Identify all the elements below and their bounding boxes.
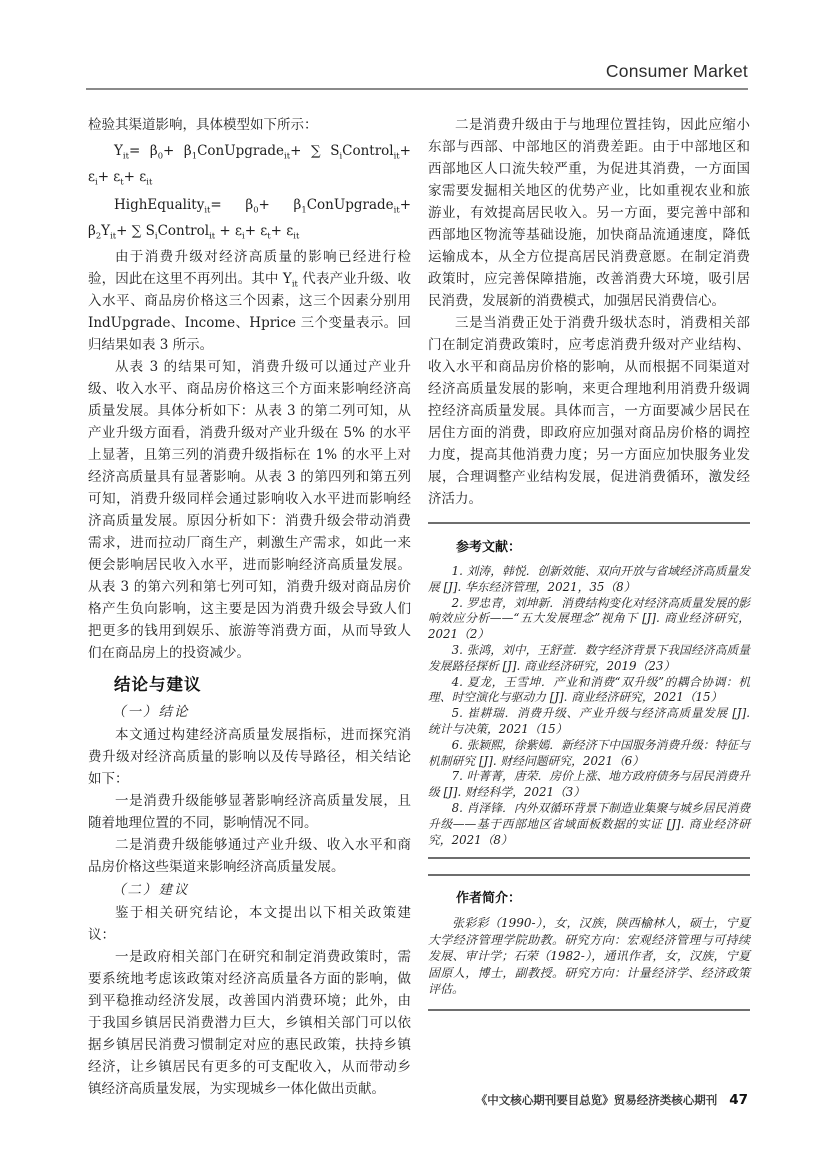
reference-item: 1. 刘涛，韩悦．创新效能、双向开放与省域经济高质量发展 [J]. 华东经济管理，2021，35（8） xyxy=(428,564,750,594)
formula-baseline-model: $Y_{it}= \beta_0+$ $\beta_1ConUpgrade_{it}+$ ∑ $S_iControl_{it}+ \varepsilon_i+ \varepsilon_t+ \varepsilon_{it}$ xyxy=(88,143,411,187)
reference-item: 5. 崔耕瑞．消费升级、产业升级与经济高质量发展 [J]. 统计与决策，2021（15） xyxy=(428,706,750,736)
reference-item: 2. 罗忠青，刘坤新．消费结构变化对经济高质量发展的影响效应分析——“五大发展理念”视角下 [J]. 商业经济研究，2021（2） xyxy=(428,595,750,642)
references-list xyxy=(428,564,750,848)
references-heading: 参考文献： xyxy=(456,540,522,555)
references-bottom-divider xyxy=(428,857,750,859)
page-header-title: Consumer Market xyxy=(605,61,748,81)
paragraph-conclusion-2: 二是消费升级能够通过产业升级、收入水平和商品房价格这些渠道来影响经济高质量发展。 xyxy=(88,837,411,875)
subsection-heading-suggestions: （二）建议 xyxy=(112,882,190,898)
references-top-divider xyxy=(428,522,750,524)
reference-item: 6. 张颖熙，徐紫嫣．新经济下中国服务消费升级：特征与机制研究 [J]. 财经问题研究，2021（6） xyxy=(428,737,750,768)
author-bio-heading: 作者简介： xyxy=(456,891,522,907)
header-divider xyxy=(86,88,748,90)
author-bio-top-divider xyxy=(428,874,750,876)
paragraph-suggestion-intro: 鉴于相关研究结论，本文提出以下相关政策建议： xyxy=(88,905,411,943)
paragraph-model-intro: 检验其渠道影响，具体模型如下所示： xyxy=(88,117,318,133)
paragraph-suggestion-2: 二是消费升级由于与地理位置挂钩，因此应缩小东部与西部、中部地区的消费差距。由于中部地区和西部地区人口流失较严重，为促进其消费，一方面国家需要发掘相关地区的优势产业，比如重视农业和旅游业，有效提高居民收入。另一方面，要完善中部和西部地区物流等基础设施，加快商品流通速度，降低运输成本，从全方位提高居民消费意愿。在制定消费政策时，应完善保障措施，改善消费大环境，吸引居民消费，发展新的消费模式，加强居民消费信心。 xyxy=(428,117,750,309)
section-heading-conclusions-suggestions: 结论与建议 xyxy=(114,675,202,694)
right-column xyxy=(428,114,750,1011)
reference-item: 7. 叶菁菁，唐荣．房价上涨、地方政府债务与居民消费升级 [J]. 财经科学，2021（3） xyxy=(428,769,750,800)
author-bio-bottom-divider xyxy=(428,1009,750,1011)
footer-journal-label: 《中文核心期刊要目总览》贸易经济类核心期刊 xyxy=(475,1093,718,1107)
page-footer xyxy=(476,1092,748,1108)
paragraph-conclusion-1: 一是消费升级能够显著影响经济高质量发展，且随着地理位置的不同，影响情况不同。 xyxy=(88,793,411,831)
left-column xyxy=(88,114,411,1100)
paragraph-table3-results: 从表 3 的结果可知，消费升级可以通过产业升级、收入水平、商品房价格这三个方面来影响经济高质量发展。具体分析如下：从表 3 的第二列可知，从产业升级方面看，消费升级对产业升级在 5% 的水平上显著，且第三列的消费升级指标在 1% 的水平上对经济高质量具有显著影响。从表 3 的第四列和第五列可知，消费升级同样会通过影响收入水平进而影响经济高质量发展。原因分析如下：消费升级会带动消费需求，进而拉动厂商生产，刺激生产需求，如此一来便会影响居民收入水平，进而影响经济高质量发展。从表 3 的第六列和第七列可知，消费升级对商品房价格产生负向影响，这主要是因为消费升级会导致人们把更多的钱用到娱乐、旅游等消费方面，从而导致人们在商品房上的投资减少。 xyxy=(88,359,411,661)
formula-highequality-model: HighEquality$_{it}$= $\beta_0+$ $\beta_1ConUpgrade_{it}+ \beta_2Y_{it}+$ ∑ $S_iControl_{it} + \varepsilon_i+ \varepsilon_t+ \varepsilon_{it}$ xyxy=(88,197,411,241)
paragraph-conclusion-intro: 本文通过构建经济高质量发展指标，进而探究消费升级对经济高质量的影响以及传导路径，相关结论如下： xyxy=(88,727,411,787)
subsection-heading-conclusion: （一）结论 xyxy=(112,704,190,720)
author-bio-text: 张彩彩（1990-），女，汉族，陕西榆林人，硕士，宁夏大学经济管理学院助教。研究方向：宏观经济管理与可持续发展、审计学；石荣（1982-），通讯作者，女，汉族，宁夏固原人，博士，副教授。研究方向：计量经济学、经济政策评估。 xyxy=(428,916,750,997)
reference-item: 8. 肖泽锋．内外双循环背景下制造业集聚与城乡居民消费升级——基于西部地区省域面板数据的实证 [J]. 商业经济研究，2021（8） xyxy=(428,800,750,847)
reference-item: 4. 夏龙，王雪坤．产业和消费“双升级”的耦合协调：机理、时空演化与驱动力 [J]. 商业经济研究，2021（15） xyxy=(428,674,750,705)
footer-page-number: 47 xyxy=(729,1092,748,1108)
paragraph-suggestion-1: 一是政府相关部门在研究和制定消费政策时，需要系统地考虑该政策对经济高质量各方面的影响，做到平稳推动经济发展，改善国内消费环境；此外，由于我国乡镇居民消费潜力巨大，乡镇相关部门可以依据乡镇居民消费习惯制定对应的惠民政策，扶持乡镇经济，让乡镇居民有更多的可支配收入，从而带动乡镇经济高质量发展，为实现城乡一体化做出贡献。 xyxy=(88,949,411,1097)
reference-item: 3. 张鸿，刘中，王舒萱．数字经济背景下我国经济高质量发展路径探析 [J]. 商业经济研究，2019（23） xyxy=(428,642,750,673)
paragraph-suggestion-3: 三是当消费正处于消费升级状态时，消费相关部门在制定消费政策时，应考虑消费升级对产业结构、收入水平和商品房价格的影响，从而根据不同渠道对经济高质量发展的影响，来更合理地利用消费升级调控经济高质量发展。具体而言，一方面要减少居民在居住方面的消费，即政府应加强对商品房价格的调控力度，提高其他消费力度；另一方面应加快服务业发展，合理调整产业结构发展，促进消费循环，激发经济活力。 xyxy=(428,315,750,507)
paragraph-variable-definitions: 由于消费升级对经济高质量的影响已经进行检验，因此在这里不再列出。其中 $Y_{it}$ 代表产业升级、收入水平、商品房价格这三个因素，这三个因素分别用 IndUpgrade、Income、Hprice 三个变量表示。回归结果如表 3 所示。 xyxy=(88,249,412,353)
